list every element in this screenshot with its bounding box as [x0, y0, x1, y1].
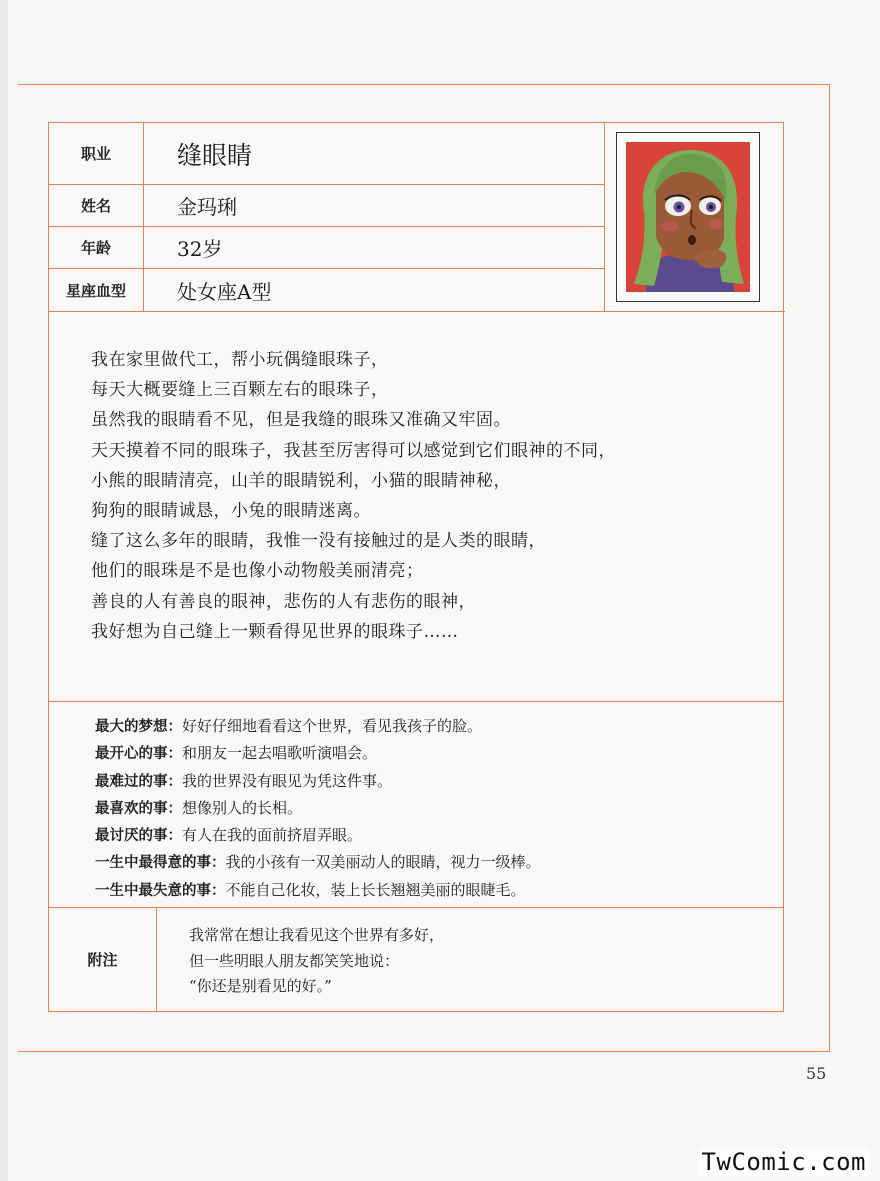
story-text — [91, 345, 731, 647]
profile-row-name — [49, 185, 604, 227]
story-line: 小熊的眼睛清亮，山羊的眼睛锐利，小猫的眼睛神秘， — [91, 470, 511, 491]
facts-list — [95, 713, 755, 904]
profile-row-zodiac-blood — [49, 269, 604, 311]
section-divider — [49, 701, 783, 702]
fact-value: 有人在我的面前挤眉弄眼。 — [182, 826, 363, 845]
fact-key: 一生中最得意的事： — [95, 855, 226, 872]
fact-value: 想像别人的长相。 — [182, 798, 303, 817]
story-line: 他们的眼珠是不是也像小动物般美丽清亮； — [91, 561, 424, 582]
row-label: 年龄 — [49, 227, 144, 268]
fact-item — [95, 768, 755, 795]
notes-text — [189, 923, 749, 1000]
fact-item — [95, 795, 755, 822]
section-divider — [49, 907, 783, 908]
fact-key: 一生中最失意的事： — [95, 882, 226, 899]
profile-row-age — [49, 227, 604, 269]
notes-line: “你还是别看见的好。” — [189, 977, 332, 995]
row-label: 职业 — [49, 123, 144, 184]
fact-key: 最讨厌的事： — [95, 828, 182, 845]
notes-label: 附注 — [49, 908, 157, 1011]
profile-row-occupation — [49, 123, 604, 185]
profile-table — [49, 123, 604, 311]
fact-key: 最难过的事： — [95, 773, 182, 790]
fact-item — [95, 713, 755, 740]
fact-item — [95, 877, 755, 904]
fact-key: 最大的梦想： — [95, 719, 182, 735]
fact-item — [95, 822, 755, 849]
story-line: 狗狗的眼睛诚恳，小兔的眼睛迷离。 — [91, 501, 371, 522]
fact-value: 不能自己化妆，装上长长翘翘美丽的眼睫毛。 — [225, 880, 526, 899]
watermark: TwComic.com — [698, 1148, 870, 1176]
story-line: 虽然我的眼睛看不见，但是我缝的眼珠又准确又牢固。 — [91, 410, 511, 431]
row-value: 缝眼睛 — [177, 140, 253, 170]
row-value: 金玛琍 — [177, 195, 237, 219]
story-line: 善良的人有善良的眼神，悲伤的人有悲伤的眼神， — [91, 591, 476, 612]
story-line: 我在家里做代工，帮小玩偶缝眼珠子， — [91, 350, 389, 370]
fact-key: 最喜欢的事： — [95, 800, 182, 817]
profile-card — [48, 122, 784, 1012]
fact-value: 我的世界没有眼见为凭这件事。 — [182, 771, 393, 790]
story-line: 每天大概要缝上三百颗左右的眼珠子， — [91, 380, 389, 401]
notes-line: 我常常在想让我看见这个世界有多好， — [189, 926, 445, 944]
notes-line: 但一些明眼人朋友都笑笑地说： — [189, 951, 400, 970]
story-line: 缝了这么多年的眼睛，我惟一没有接触过的是人类的眼睛， — [91, 531, 546, 552]
fact-value: 我的小孩有一双美丽动人的眼睛，视力一级棒。 — [225, 853, 541, 872]
page — [8, 0, 880, 1181]
table-divider — [49, 311, 785, 312]
fact-value: 和朋友一起去唱歌听演唱会。 — [182, 744, 378, 763]
story-line: 天天摸着不同的眼珠子，我甚至厉害得可以感觉到它们眼神的不同， — [91, 440, 616, 461]
portrait-frame — [616, 132, 760, 302]
fact-item — [95, 849, 755, 876]
row-value: 32岁 — [177, 237, 223, 261]
fact-item — [95, 740, 755, 767]
row-value: 处女座A型 — [177, 279, 272, 304]
photo-divider — [604, 123, 605, 311]
story-line: 我好想为自己缝上一颗看得见世界的眼珠子…… — [91, 621, 459, 642]
page-number: 55 — [806, 1064, 827, 1083]
row-label: 星座血型 — [49, 269, 144, 311]
portrait-illustration — [626, 142, 750, 292]
fact-key: 最开心的事： — [95, 746, 182, 763]
row-label: 姓名 — [49, 185, 144, 226]
fact-value: 好好仔细地看看这个世界，看见我孩子的脸。 — [182, 717, 483, 735]
